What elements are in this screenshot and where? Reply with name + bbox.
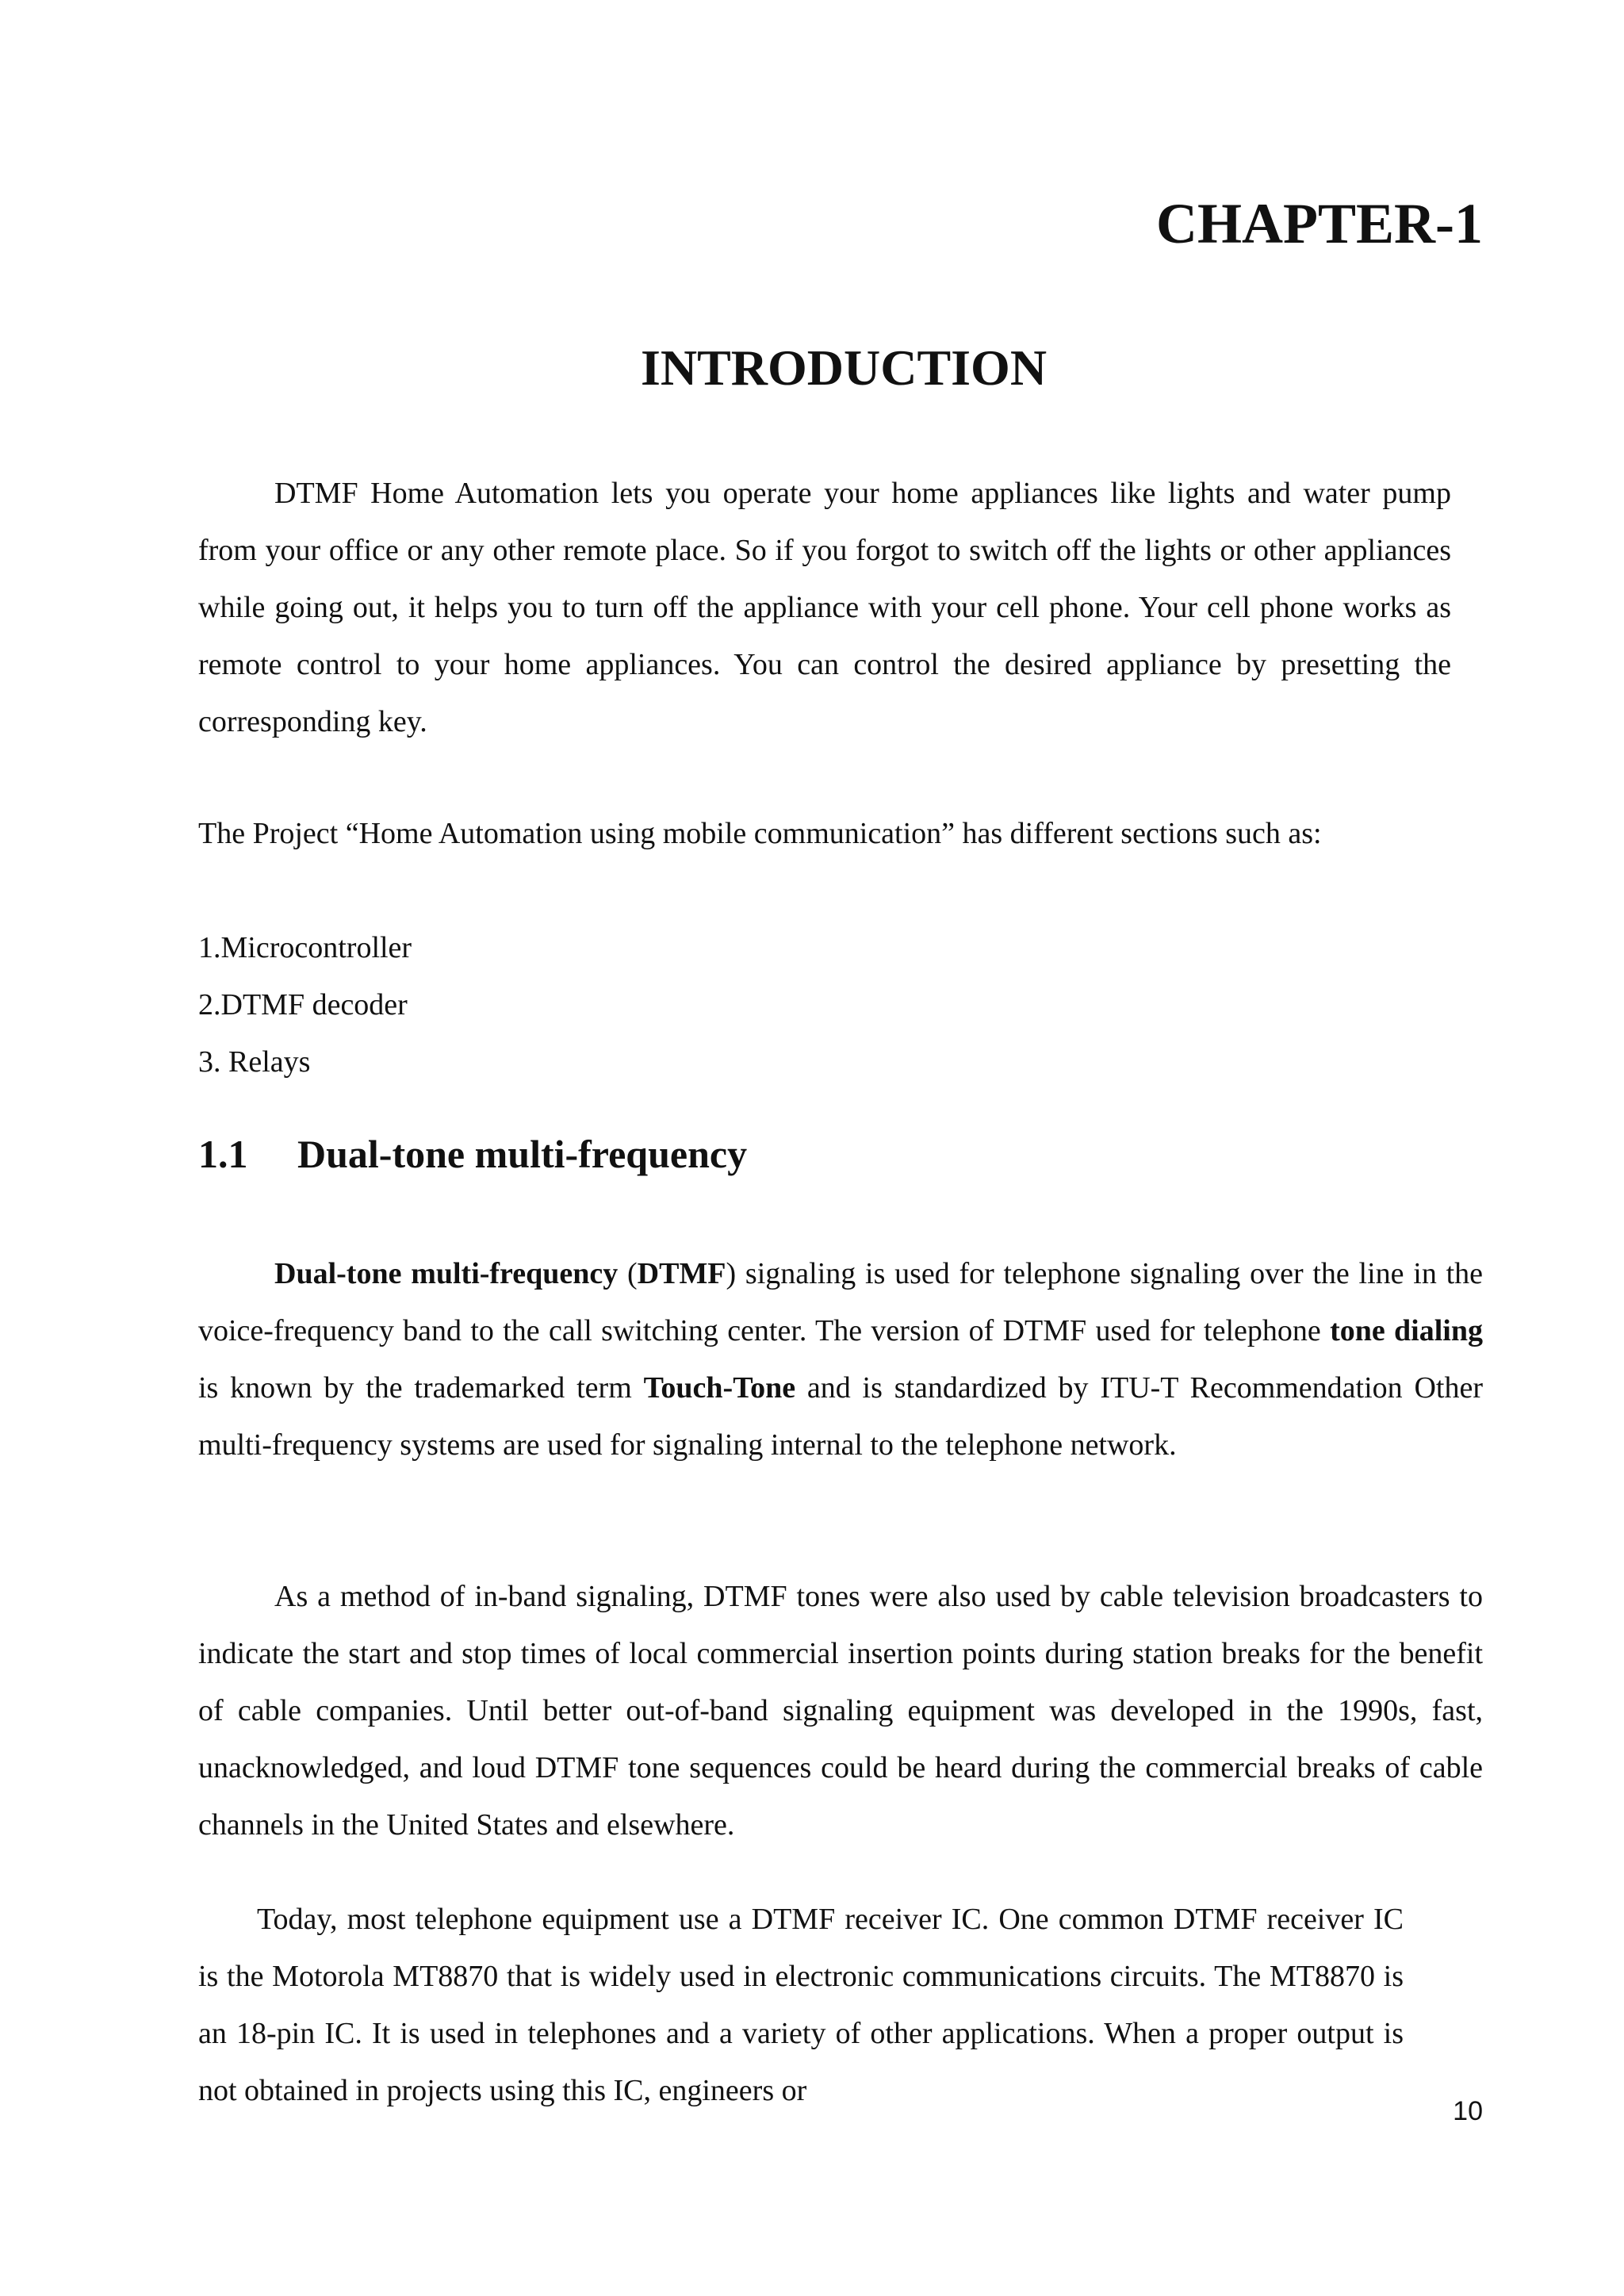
section-title: Dual-tone multi-frequency	[297, 1132, 748, 1176]
term-touch-tone: Touch-Tone	[643, 1371, 796, 1405]
list-item: 2.DTMF decoder	[198, 988, 408, 1022]
definition-text-b: is known by the trademarked term	[198, 1371, 644, 1405]
page-number: 10	[1453, 2096, 1483, 2126]
sections-list	[198, 919, 412, 1091]
chapter-label: CHAPTER-1	[1156, 192, 1483, 255]
list-item: 1.Microcontroller	[198, 931, 412, 964]
definition-text-a: ) signaling is used for telephone signaling over the line in the voice-frequency band to the call switching center. The version of DTMF used for telephone	[198, 1257, 1483, 1347]
paren-open: (	[618, 1257, 638, 1290]
intro-paragraph: DTMF Home Automation lets you operate your home appliances like lights and water pump from your office or any other remote place. So if you forgot to switch off the lights or other appliances while going out, it helps you to turn off the appliance with your cell phone. Your cell phone works as remote control to your home appliances. You can control the desired appliance by presetting the corresponding key.	[198, 477, 1451, 738]
receiver-ic-paragraph: Today, most telephone equipment use a DTMF receiver IC. One common DTMF receiver IC is the Motorola MT8870 that is widely used in electronic communications circuits. The MT8870 is an 18-pin IC. It is used in telephones and a variety of other applications. When a proper output is not obtained in projects using this IC, engineers or	[198, 1903, 1404, 2107]
list-item: 3. Relays	[198, 1045, 311, 1079]
term-tone-dialing: tone dialing	[1330, 1314, 1483, 1347]
chapter-title: INTRODUCTION	[640, 339, 1048, 396]
term-dual-tone-multi-frequency: Dual-tone multi-frequency	[274, 1257, 619, 1290]
term-dtmf: DTMF	[637, 1257, 726, 1290]
section-number: 1.1	[198, 1132, 248, 1176]
dtmf-definition-paragraph	[198, 1245, 1483, 1474]
section-heading	[198, 1134, 747, 1174]
sections-lead-paragraph: The Project “Home Automation using mobile communication” has different sections such as:	[198, 817, 1322, 850]
in-band-signaling-paragraph: As a method of in-band signaling, DTMF tones were also used by cable television broadcasters to indicate the start and stop times of local commercial insertion points during station breaks for the benefit of cable companies. Until better out-of-band signaling equipment was developed in the 1990s, fast, unacknowledged, and loud DTMF tone sequences could be heard during the commercial breaks of cable channels in the United States and elsewhere.	[198, 1580, 1483, 1842]
definition-text-c: and is standardized by ITU-T Recommendation Other multi-frequency systems are used for signaling internal to the telephone network.	[198, 1371, 1483, 1462]
